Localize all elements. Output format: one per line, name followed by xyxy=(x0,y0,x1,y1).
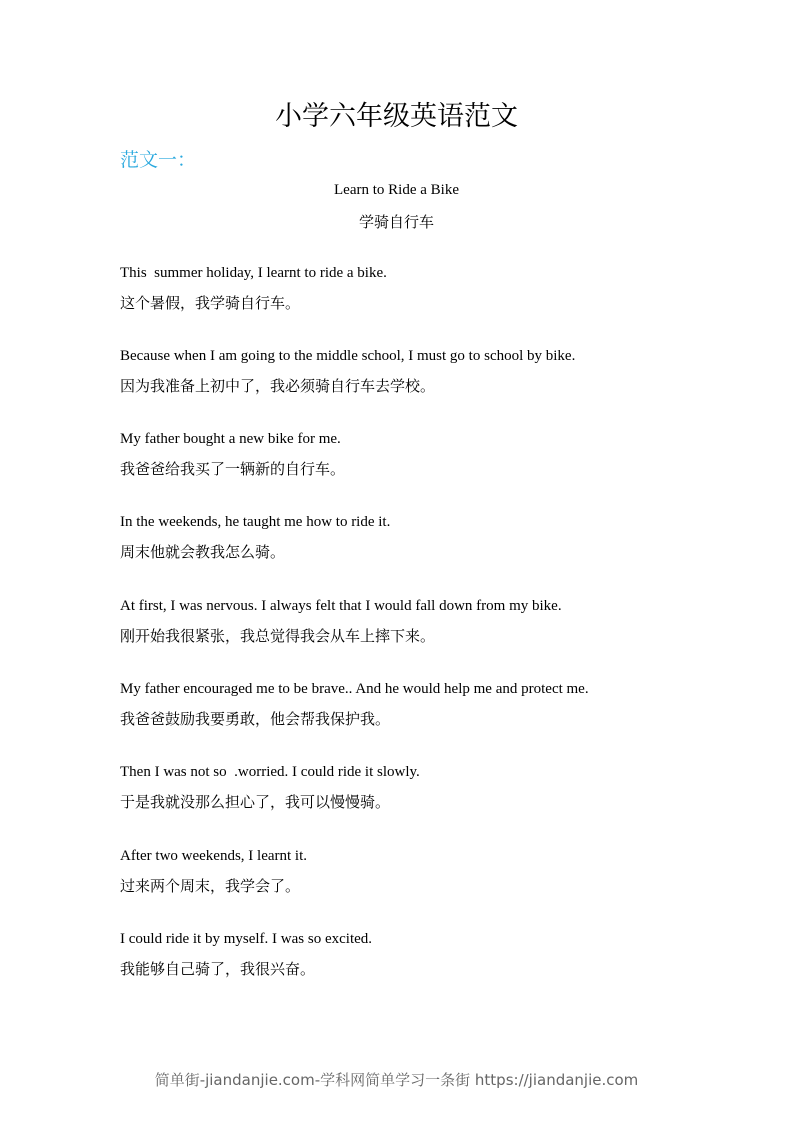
paragraph-english: Then I was not so .worried. I could ride it slowly. xyxy=(120,764,420,780)
paragraph xyxy=(120,846,680,897)
essay-title-english: Learn to Ride a Bike xyxy=(334,182,459,198)
paragraph-chinese: 周末他就会教我怎么骑。 xyxy=(120,543,286,561)
paragraph xyxy=(120,346,680,397)
paragraph xyxy=(120,762,680,813)
document-title: 小学六年级英语范文 xyxy=(275,101,518,132)
paragraph xyxy=(120,429,680,480)
paragraph-chinese: 我能够自己骑了，我很兴奋。 xyxy=(120,960,316,978)
paragraph-english: In the weekends, he taught me how to ride it. xyxy=(120,514,391,530)
paragraph xyxy=(120,679,680,730)
paragraph-chinese: 这个暑假，我学骑自行车。 xyxy=(120,294,301,312)
paragraph-english: Because when I am going to the middle school, I must go to school by bike. xyxy=(120,348,576,364)
page-footer: 简单街-jiandanjie.com-学科网简单学习一条街 https://jiandanjie.com xyxy=(154,1071,639,1089)
paragraph-chinese: 我爸爸鼓励我要勇敢，他会帮我保护我。 xyxy=(120,710,391,728)
paragraph-chinese: 过来两个周末，我学会了。 xyxy=(120,877,301,895)
paragraph xyxy=(120,512,680,563)
paragraph xyxy=(120,263,680,314)
paragraph-chinese: 刚开始我很紧张，我总觉得我会从车上摔下来。 xyxy=(120,627,436,645)
paragraph-chinese: 因为我准备上初中了，我必须骑自行车去学校。 xyxy=(120,377,436,395)
paragraph-chinese: 于是我就没那么担心了，我可以慢慢骑。 xyxy=(120,793,391,811)
paragraph xyxy=(120,596,680,647)
essay-title-chinese: 学骑自行车 xyxy=(358,213,434,231)
paragraph xyxy=(120,929,680,980)
paragraph-english: My father bought a new bike for me. xyxy=(120,431,341,447)
paragraph-english: I could ride it by myself. I was so excited. xyxy=(120,931,373,947)
paragraph-english: This summer holiday, I learnt to ride a bike. xyxy=(120,265,387,281)
paragraph-english: After two weekends, I learnt it. xyxy=(120,848,308,864)
paragraph-english: At first, I was nervous. I always felt that I would fall down from my bike. xyxy=(120,598,562,614)
paragraph-chinese: 我爸爸给我买了一辆新的自行车。 xyxy=(120,460,346,478)
section-heading: 范文一： xyxy=(120,149,197,171)
paragraph-english: My father encouraged me to be brave.. And he would help me and protect me. xyxy=(120,681,589,697)
